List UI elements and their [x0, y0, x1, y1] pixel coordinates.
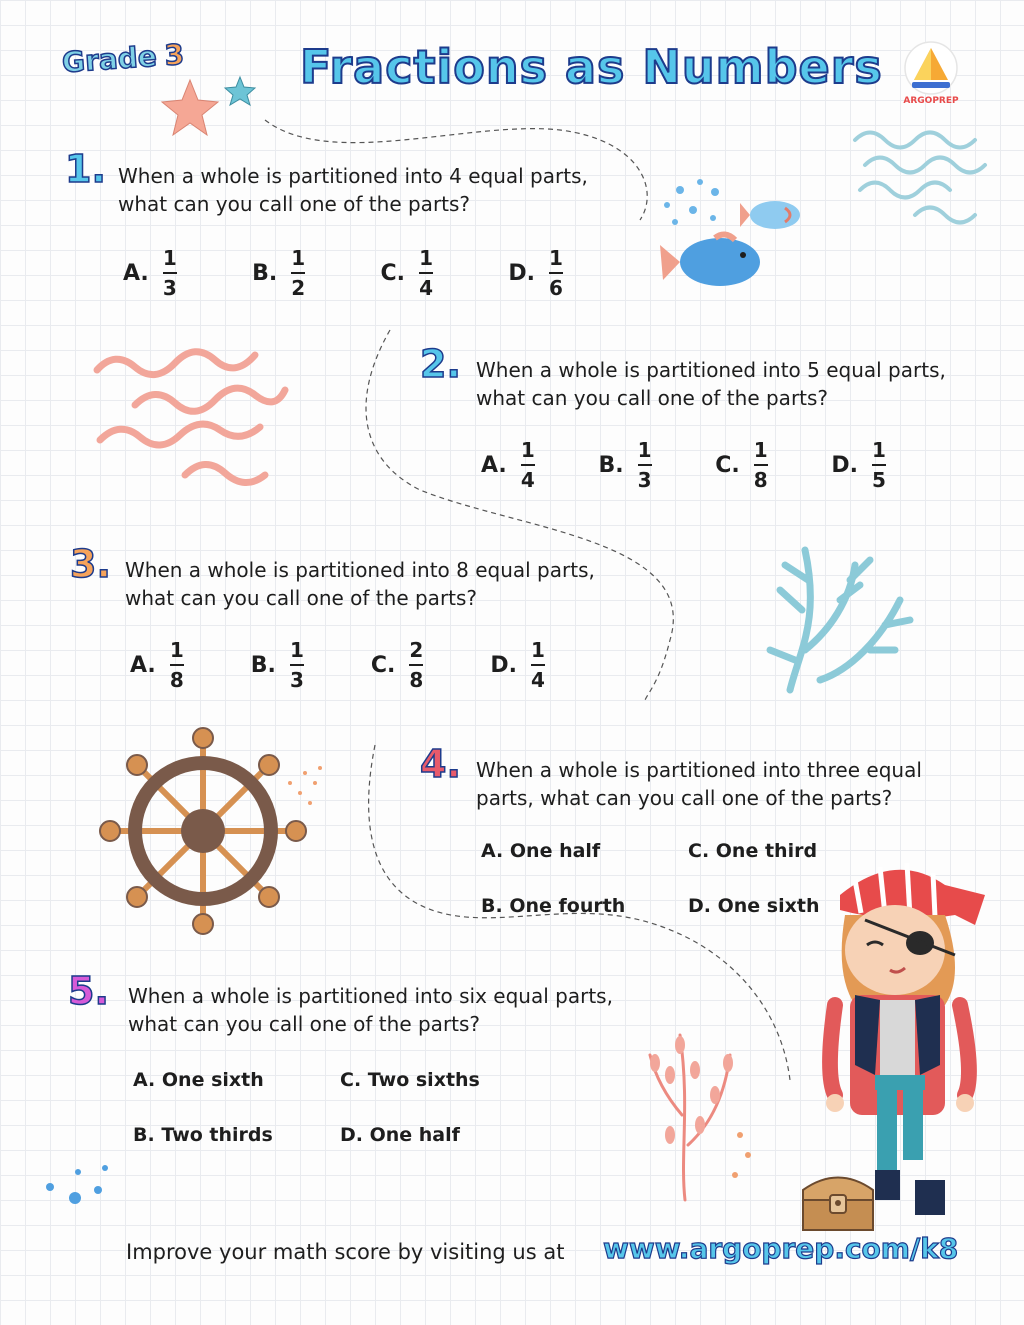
option-c[interactable]: C. Two sixths [340, 1069, 480, 1091]
treasure-chest-icon [798, 1165, 878, 1235]
fraction: $\frac{2}{8}$ [409, 638, 424, 692]
page-title: Fractions as Numbers [300, 40, 883, 94]
option-c[interactable]: C. $\frac{1}{4}$ [380, 246, 433, 300]
option-a[interactable]: A. One half [481, 840, 601, 862]
option-c[interactable]: C. $\frac{1}{8}$ [715, 438, 768, 492]
option-a[interactable]: A. One sixth [133, 1069, 264, 1091]
option-b[interactable]: B. One fourth [481, 895, 626, 917]
question-1-options [123, 248, 563, 298]
question-2-text: When a whole is partitioned into 5 equal parts, what can you call one of the parts? [476, 358, 946, 410]
ship-wheel-icon [100, 728, 330, 938]
question-1-text: When a whole is partitioned into 4 equal parts, what can you call one of the parts? [118, 164, 588, 216]
fraction: $\frac{1}{8}$ [169, 638, 184, 692]
fraction: $\frac{1}{3}$ [637, 438, 652, 492]
fraction: $\frac{1}{3}$ [162, 246, 177, 300]
question-3-options [130, 640, 545, 690]
question-1-number: 1. [65, 147, 106, 191]
fraction: $\frac{1}{6}$ [549, 246, 563, 300]
bubbles-decoration [40, 1160, 120, 1210]
option-d[interactable]: D. $\frac{1}{5}$ [831, 438, 886, 492]
fraction: $\frac{1}{4}$ [531, 638, 545, 692]
option-b[interactable]: B. Two thirds [133, 1124, 273, 1146]
option-d[interactable]: D. One sixth [688, 895, 820, 917]
option-a[interactable]: A. $\frac{1}{3}$ [123, 246, 177, 300]
question-2-options [481, 440, 886, 490]
starfish-icon [160, 75, 260, 140]
option-b[interactable]: B. $\frac{1}{3}$ [598, 438, 652, 492]
fraction: $\frac{1}{3}$ [289, 638, 304, 692]
wave-icon [855, 120, 995, 230]
option-b[interactable]: B. $\frac{1}{3}$ [250, 638, 304, 692]
option-d[interactable]: D. $\frac{1}{6}$ [508, 246, 563, 300]
option-b[interactable]: B. $\frac{1}{2}$ [252, 246, 306, 300]
fraction: $\frac{1}{5}$ [872, 438, 886, 492]
question-4-text: When a whole is partitioned into three equal parts, what can you call one of the parts? [476, 758, 922, 810]
coral-icon [760, 540, 920, 700]
fraction: $\frac{1}{4}$ [520, 438, 535, 492]
fish-icon [655, 170, 825, 300]
question-5-text: When a whole is partitioned into six equal parts, what can you call one of the parts? [128, 984, 613, 1036]
question-5-number: 5. [68, 969, 109, 1013]
fraction: $\frac{1}{8}$ [753, 438, 768, 492]
footer-url-link[interactable]: www.argoprep.com/k8 [603, 1232, 959, 1265]
argoprep-logo: ARGOPREP [896, 36, 966, 112]
grade-label: Grade 3 [60, 37, 186, 80]
fraction: $\frac{1}{4}$ [419, 246, 433, 300]
question-3-text: When a whole is partitioned into 8 equal parts, what can you call one of the parts? [125, 558, 595, 610]
option-c[interactable]: C. One third [688, 840, 818, 862]
option-a[interactable]: A. $\frac{1}{4}$ [481, 438, 535, 492]
option-c[interactable]: C. $\frac{2}{8}$ [370, 638, 424, 692]
question-3-number: 3. [70, 542, 111, 586]
option-d[interactable]: D. One half [340, 1124, 460, 1146]
footer-text: Improve your math score by visiting us at [126, 1240, 565, 1264]
option-a[interactable]: A. $\frac{1}{8}$ [130, 638, 184, 692]
seaweed-icon [640, 1015, 760, 1205]
wave-icon [95, 345, 295, 500]
question-2-number: 2. [420, 342, 461, 386]
fraction: $\frac{1}{2}$ [291, 246, 306, 300]
option-d[interactable]: D. $\frac{1}{4}$ [490, 638, 545, 692]
question-4-number: 4. [420, 742, 461, 786]
